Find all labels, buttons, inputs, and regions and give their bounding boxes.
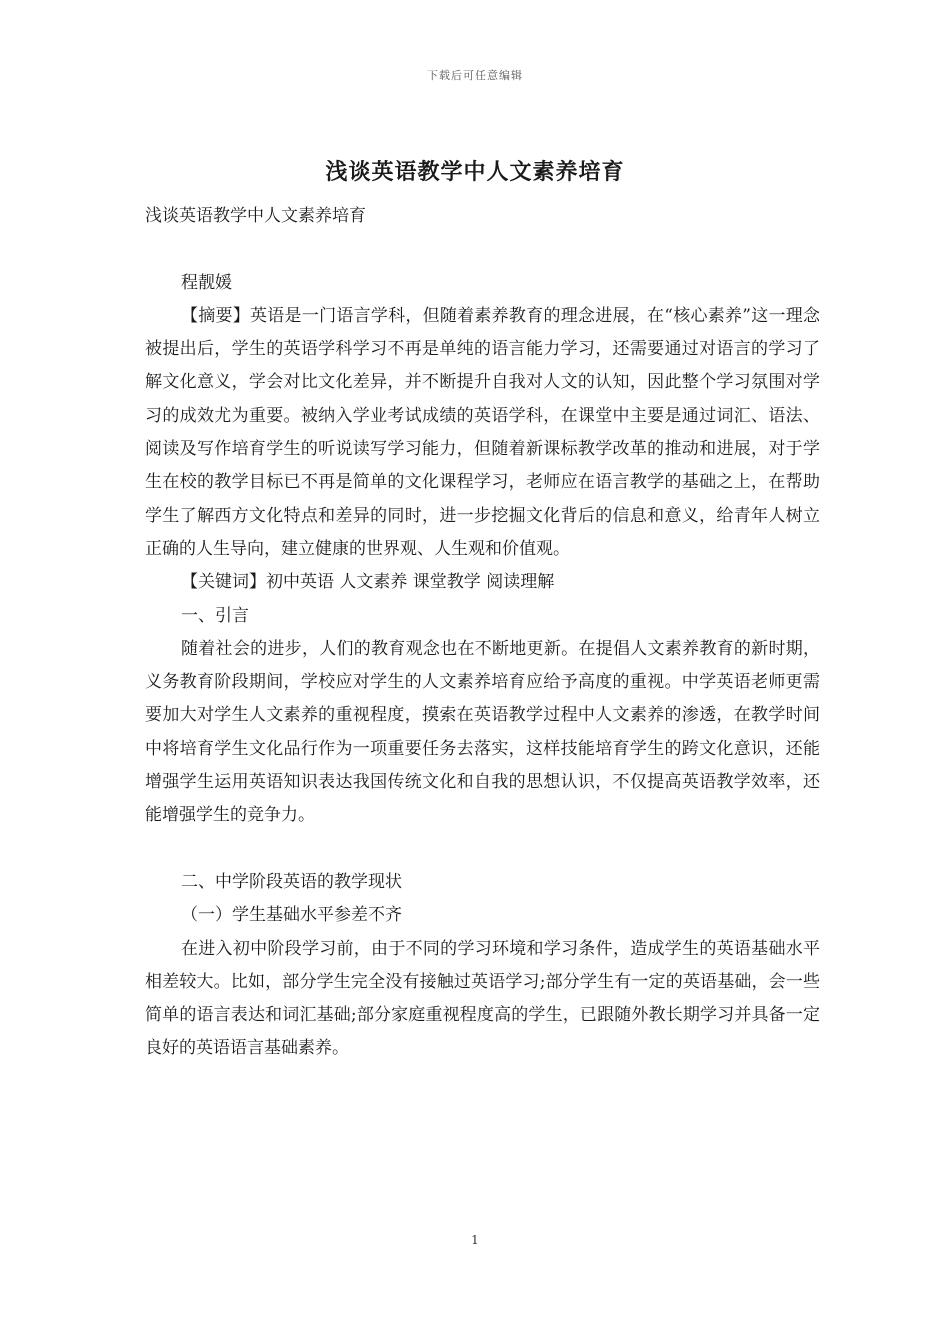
abstract-paragraph: 【摘要】英语是一门语言学科，但随着素养教育的理念进展，在“核心素养”这一理念被提出后，学生的英语学科学习不再是单纯的语言能力学习，还需要通过对语言的学习了解文化意义，学会对比文化差异，并不断提升自我对人文的认知，因此整个学习氛围对学习的成效尤为重要。被纳入学业考试成绩的英语学科，在课堂中主要是通过词汇、语法、阅读及写作培育学生的听说读写学习能力，但随着新课标教学改革的推动和进展，对于学生在校的教学目标已不再是简单的文化课程学习，老师应在语言教学的基础之上，在帮助学生了解西方文化特点和差异的同时，进一步挖掘文化背后的信息和意义，给青年人树立正确的人生导向，建立健康的世界观、人生观和价值观。 xyxy=(145,305,820,559)
author-name: 程靓媛 xyxy=(181,272,232,293)
section2-paragraph: 在进入初中阶段学习前，由于不同的学习环境和学习条件，造成学生的英语基础水平相差较大。比如，部分学生完全没有接触过英语学习;部分学生有一定的英语基础，会一些简单的语言表达和词汇基础;部分家庭重视程度高的学生，已跟随外教长期学习并具备一定良好的英语语言基础素养。 xyxy=(145,938,820,1059)
keywords-line: 【关键词】初中英语 人文素养 课堂教学 阅读理解 xyxy=(181,572,555,593)
section1-heading: 一、引言 xyxy=(181,605,249,626)
blank-line xyxy=(145,233,820,266)
section1-paragraph: 随着社会的进步，人们的教育观念也在不断地更新。在提倡人文素养教育的新时期，义务教育阶段期间，学校应对学生的人文素养培育应给予高度的重视。中学英语老师更需要加大对学生人文素养的重视程度，摸索在英语教学过程中人文素养的渗透，在教学时间中将培育学生文化品行作为一项重要任务去落实，这样技能培育学生的跨文化意识，还能增强学生运用英语知识表达我国传统文化和自我的思想认识，不仅提高英语教学效率，还能增强学生的竞争力。 xyxy=(145,638,820,826)
document-title: 浅谈英语教学中人文素养培育 xyxy=(325,159,625,185)
blank-line xyxy=(145,833,820,866)
page-number: 1 xyxy=(471,1233,479,1247)
page-header: 下载后可任意编辑 xyxy=(427,69,523,82)
document-subtitle: 浅谈英语教学中人文素养培育 xyxy=(145,206,366,226)
document-body xyxy=(145,200,820,1066)
section2-subheading: （一）学生基础水平参差不齐 xyxy=(181,905,402,926)
section2-heading: 二、中学阶段英语的教学现状 xyxy=(181,871,402,892)
